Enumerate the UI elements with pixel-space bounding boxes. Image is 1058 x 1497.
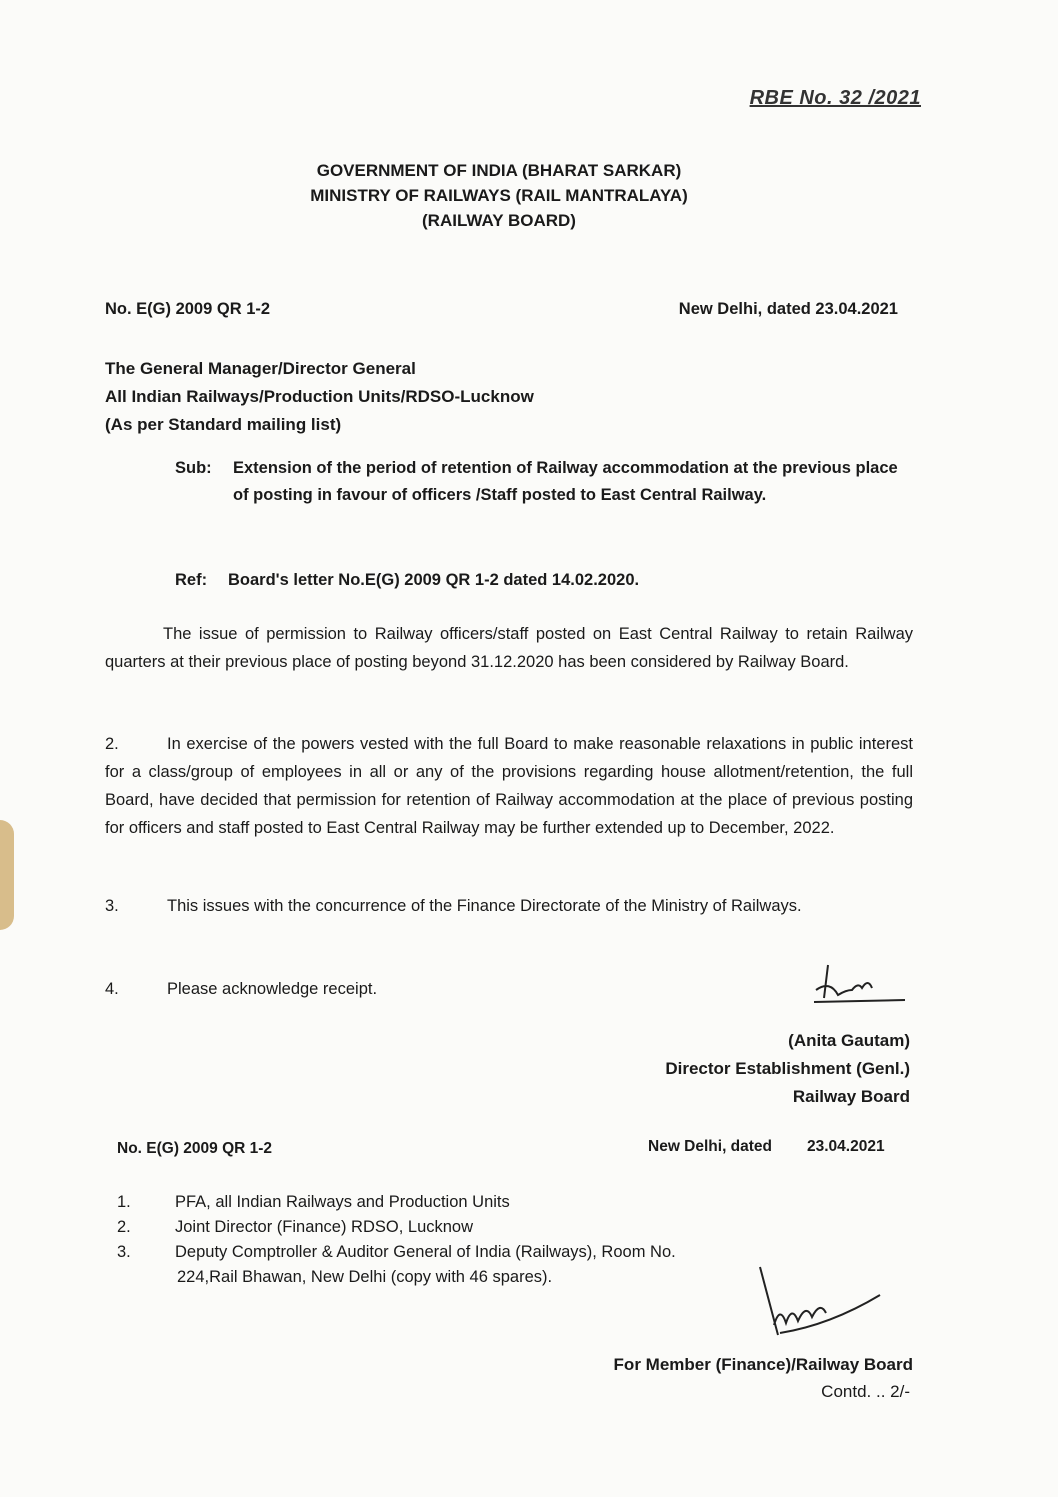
scan-edge-artifact — [0, 820, 14, 930]
addressee-line: All Indian Railways/Production Units/RDSO-Lucknow — [105, 387, 534, 406]
addressee-line: The General Manager/Director General — [105, 359, 416, 378]
paragraph-number: 2. — [105, 735, 119, 753]
place-date: New Delhi, dated 23.04.2021 — [678, 300, 898, 318]
copy-item — [117, 1190, 676, 1215]
subject — [175, 455, 915, 509]
paragraph-1: The issue of permission to Railway officers/staff posted on East Central Railway to retain Railway quarters at their previous place of posting beyond 31.12.2020 has been considered by Railway Board. — [105, 625, 913, 671]
paragraph-text: Please acknowledge receipt. — [167, 980, 378, 998]
letterhead-line: (RAILWAY BOARD) — [422, 211, 576, 230]
paragraph-text: This issues with the concurrence of the Finance Directorate of the Ministry of Railways. — [167, 897, 802, 915]
addressee-line: (As per Standard mailing list) — [105, 415, 342, 434]
copy-item-text: PFA, all Indian Railways and Production Units — [175, 1193, 510, 1211]
signatory-block — [665, 1027, 910, 1111]
letterhead — [0, 158, 1058, 233]
paragraph-number: 4. — [105, 980, 119, 998]
addressee — [105, 355, 534, 439]
copy-place: New Delhi, dated — [648, 1138, 773, 1155]
paragraph-4 — [105, 975, 913, 1003]
signature-finance — [750, 1265, 900, 1345]
copy-item — [117, 1240, 676, 1265]
signature-anita-gautam — [810, 960, 910, 1010]
paragraph-3 — [105, 892, 913, 920]
paragraph-text: In exercise of the powers vested with the full Board to make reasonable relaxations in public interest for a class/group of employees in all or any of the provisions regarding house allotment/retention, the full Board, have decided that permission for retention of Railway accommodation at the place of previous posting for officers and staff posted to East Central Railway may be further extended up to December, 2022. — [105, 735, 913, 837]
continued-note: Contd. .. 2/- — [821, 1382, 910, 1401]
letterhead-line: MINISTRY OF RAILWAYS (RAIL MANTRALAYA) — [310, 186, 688, 205]
copy-item-continued: 224,Rail Bhawan, New Delhi (copy with 46 spares). — [177, 1268, 553, 1286]
copy-signatory: For Member (Finance)/Railway Board — [613, 1355, 913, 1374]
letter-number: No. E(G) 2009 QR 1-2 — [105, 300, 271, 318]
paragraph-number: 3. — [105, 897, 119, 915]
subject-text: Extension of the period of retention of Railway accommodation at the previous place of posting in favour of officers /Staff posted to East Central Railway. — [233, 459, 898, 504]
signatory-office: Railway Board — [792, 1087, 910, 1106]
signatory-name: (Anita Gautam) — [788, 1031, 910, 1050]
copy-item — [117, 1215, 676, 1240]
letterhead-line: GOVERNMENT OF INDIA (BHARAT SARKAR) — [316, 161, 682, 180]
paragraph-2 — [105, 730, 913, 842]
copy-list — [117, 1190, 676, 1290]
reference-text: Board's letter No.E(G) 2009 QR 1-2 dated 14.02.2020. — [228, 571, 640, 589]
copy-item-number: 2. — [117, 1218, 131, 1236]
reference-label: Ref: — [175, 571, 208, 589]
copy-item-text: Joint Director (Finance) RDSO, Lucknow — [175, 1218, 474, 1236]
subject-label: Sub: — [175, 459, 212, 477]
copy-date: 23.04.2021 — [807, 1138, 885, 1155]
rbe-number: RBE No. 32 /2021 — [749, 87, 921, 109]
copy-letter-number: No. E(G) 2009 QR 1-2 — [117, 1140, 273, 1157]
copy-item-text: Deputy Comptroller & Auditor General of India (Railways), Room No. — [175, 1243, 676, 1261]
copy-item-number: 1. — [117, 1193, 131, 1211]
reference — [175, 567, 915, 594]
signatory-designation: Director Establishment (Genl.) — [665, 1059, 910, 1078]
copy-item-number: 3. — [117, 1243, 131, 1261]
